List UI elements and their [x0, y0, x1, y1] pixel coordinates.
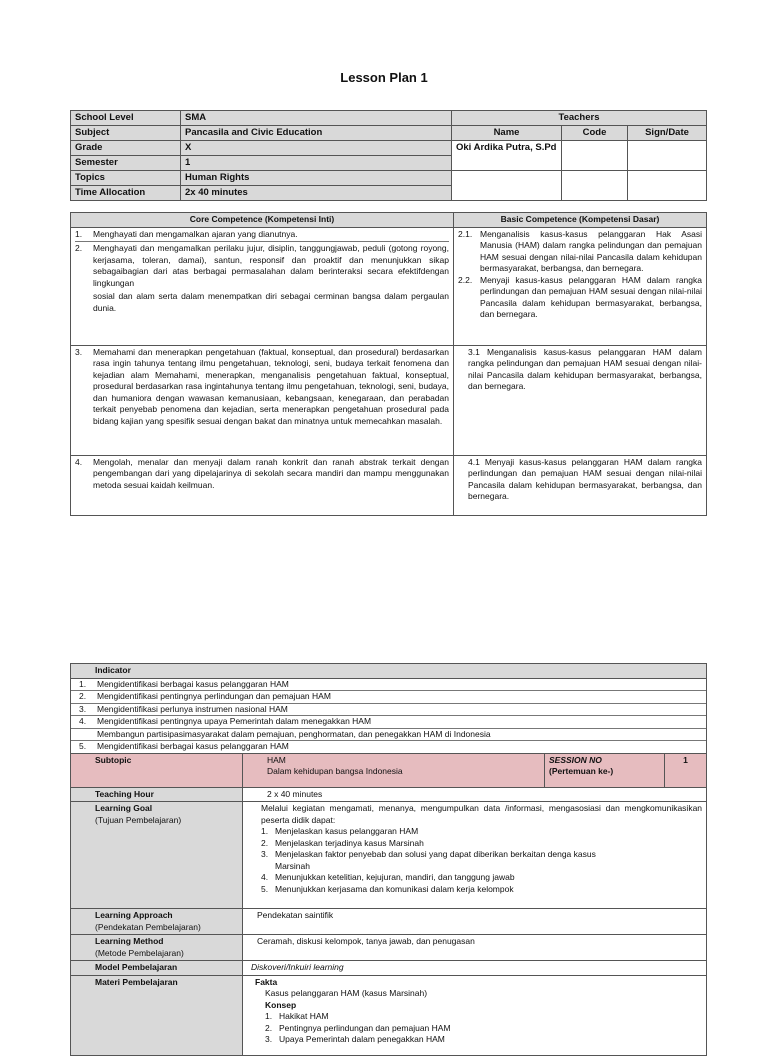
- grade-label: Grade: [71, 141, 181, 156]
- basic-competence-2: [454, 227, 707, 345]
- semester-label: Semester: [71, 156, 181, 171]
- konsep-item: 3. Upaya Pemerintah dalam penegakkan HAM: [265, 1034, 445, 1044]
- teachers-label: Teachers: [452, 111, 707, 126]
- learning-goal-item: 2. Menjelaskan terjadinya kasus Marsinah: [261, 837, 424, 848]
- core-item: 2. Menghayati dan mengamalkan perilaku jujur, disiplin, tanggungjawab, peduli (gotong royong, kerjasama, toleran, damai), santun, responsif dan proaktif dan menunjukkan sikap sebagaibagian dari atas berbagai permasalahan dalam berinteraksi secara efektifdengan lingkungan: [75, 243, 449, 288]
- learning-goal-item: 4. Menunjukkan ketelitian, kejujuran, mandiri, dan tanggung jawab: [261, 872, 515, 882]
- teacher-code-cell: [562, 141, 628, 171]
- learning-goal-item: 3. Menjelaskan faktor penyebab dan solusi yang dapat diberikan berkaitan denga kasus Marsinah: [261, 849, 596, 871]
- teaching-hour-label: Teaching Hour: [71, 787, 243, 802]
- semester-value: 1: [181, 156, 452, 171]
- core-item: 3. Memahami dan menerapkan pengetahuan (faktual, konseptual, dan prosedural) berdasarkan rasa ingin tahunya tentang ilmu pengetahuan, teknologi, seni, budaya terkait fenomena dan kejadian alam Memahami, menerapkan, menganalisis pengetahuan faktual, konseptual, prosedural berdasarkan rasa ingintahunya tentang ilmu pengetahuan, teknologi, seni, budaya, dan humaniora dengan wawasan kemanusiaan, kebangsaan, kenegaraan, dan perabadan terkait penyebab penomena dan kejadian, serta menerapkan pengetahuan prosedural pada bidang kajian yang spesifik sesuai dengan bakat dan minatnya untuk memecahkan masalah.: [75, 346, 449, 426]
- core-item-continuation: sosial dan alam serta dalam menempatkan diri sebagai cerminan bangsa dalam pergaulan dunia.: [93, 291, 449, 313]
- basic-item: 2.2. Menyaji kasus-kasus pelanggaran HAM dalam rangka perlindungan dan pemajuan HAM sesuai dengan nilai-nilai Pancasila dalam kehidupan bermasyarakat, berbangsa, dan bernegara.: [458, 274, 702, 319]
- blank-sign-cell: [628, 171, 707, 201]
- session-label: SESSION NO (Pertemuan ke-): [545, 753, 665, 787]
- school-level-label: School Level: [71, 111, 181, 126]
- indicator-item: 3. Mengidentifikasi perlunya instrumen nasional HAM: [71, 704, 706, 717]
- basic-competence-3: 3.1 Menganalisis kasus-kasus pelanggaran HAM dalam rangka pelindungan dan pemajuan HAM sesuai dengan nilai-nilai Pancasila dalam kehidupan bermasyarakat, berbangsa, dan bernegara.: [454, 345, 707, 455]
- page-title: Lesson Plan 1: [340, 70, 428, 85]
- teacher-sign-cell: [628, 141, 707, 171]
- blank-name-cell: [452, 171, 562, 201]
- konsep-item: 2. Pentingnya perlindungan dan pemajuan HAM: [265, 1022, 451, 1033]
- materi-value: Fakta Kasus pelanggaran HAM (kasus Marsinah) Konsep 1. Hakikat HAM 2. Pentingnya perlindungan dan pemajuan HAM 3. Upaya Pemerintah dalam penegakkan HAM: [243, 975, 707, 1055]
- sign-label: Sign/Date: [628, 126, 707, 141]
- subject-label: Subject: [71, 126, 181, 141]
- indicator-item: 1. Mengidentifikasi berbagai kasus pelanggaran HAM: [71, 679, 706, 692]
- teaching-hour-value: 2 x 40 minutes: [243, 787, 707, 802]
- indicator-list: [71, 678, 707, 753]
- subtopic-value: HAM Dalam kehidupan bangsa Indonesia: [243, 753, 545, 787]
- teacher-name: Oki Ardika Putra, S.Pd: [452, 141, 562, 171]
- learning-method-label: Learning Method (Metode Pembelajaran): [71, 935, 243, 961]
- indicator-table: [70, 663, 707, 1056]
- blank-code-cell: [562, 171, 628, 201]
- topics-label: Topics: [71, 171, 181, 186]
- core-competence-1-2: [71, 227, 454, 345]
- learning-goal-item: 1. Menjelaskan kasus pelanggaran HAM: [261, 826, 419, 836]
- indicator-header: Indicator: [71, 664, 707, 679]
- learning-method-value: Ceramah, diskusi kelompok, tanya jawab, dan penugasan: [243, 935, 707, 961]
- learning-approach-value: Pendekatan saintifik: [243, 909, 707, 935]
- model-value: Diskoveri/Inkuiri learning: [243, 961, 707, 976]
- session-value: 1: [665, 753, 707, 787]
- core-competence-4: [71, 455, 454, 515]
- core-item: 4. Mengolah, menalar dan menyaji dalam ranah konkrit dan ranah abstrak terkait dengan pengembangan dari yang dipelajarinya di sekolah secara mandiri dan mampu menggunakan metoda sesuai kaidah keilmuan.: [75, 456, 449, 490]
- basic-competence-header: Basic Competence (Kompetensi Dasar): [454, 213, 707, 228]
- learning-approach-label: Learning Approach (Pendekatan Pembelajaran): [71, 909, 243, 935]
- subject-value: Pancasila and Civic Education: [181, 126, 452, 141]
- learning-goal-item: 5. Menunjukkan kerjasama dan komunikasi dalam kerja kelompok: [261, 883, 514, 894]
- time-allocation-value: 2x 40 minutes: [181, 186, 452, 201]
- time-allocation-label: Time Allocation: [71, 186, 181, 201]
- indicator-item: 5. Mengidentifikasi berbagai kasus pelanggaran HAM: [79, 741, 289, 751]
- indicator-item: Membangun partisipasimasyarakat dalam pemajuan, penghormatan, dan penegakkan HAM di Indonesia: [71, 729, 706, 742]
- indicator-item: 2. Mengidentifikasi pentingnya perlindungan dan pemajuan HAM: [71, 691, 706, 704]
- core-competence-3: [71, 345, 454, 455]
- core-item: 1. Menghayati dan mengamalkan ajaran yang dianutnya.: [75, 229, 449, 243]
- indicator-item: 4. Mengidentifikasi pentingnya upaya Pemerintah dalam menegakkan HAM: [71, 716, 706, 729]
- name-label: Name: [452, 126, 562, 141]
- basic-competence-4: 4.1 Menyaji kasus-kasus pelanggaran HAM dalam rangka perlindungan dan pemajuan HAM sesuai dengan nilai-nilai Pancasila dalam kehidupan bermasyarakat, berbangsa, dan bernegara.: [454, 455, 707, 515]
- topics-value: Human Rights: [181, 171, 452, 186]
- code-label: Code: [562, 126, 628, 141]
- competence-table: [70, 212, 707, 516]
- grade-value: X: [181, 141, 452, 156]
- konsep-item: 1. Hakikat HAM: [265, 1011, 329, 1021]
- school-level-value: SMA: [181, 111, 452, 126]
- core-competence-header: Core Competence (Kompetensi Inti): [71, 213, 454, 228]
- materi-label: Materi Pembelajaran: [71, 975, 243, 1055]
- header-table: [70, 110, 707, 201]
- learning-goal-label: Learning Goal (Tujuan Pembelajaran): [71, 802, 243, 909]
- basic-item: 2.1. Menganalisis kasus-kasus pelanggaran Hak Asasi Manusia (HAM) dalam rangka pelindungan dan pemajuan HAM sesuai dengan nilai-nilai Pancasila dalam kehidupan bermasyarakat, berbangsa, dan bernegara.: [458, 228, 702, 273]
- model-label: Model Pembelajaran: [71, 961, 243, 976]
- learning-goal-value: Melalui kegiatan mengamati, menanya, mengumpulkan data /informasi, mengasosiasi dan mengkomunikasikan peserta didik dapat: 1. Menjelaskan kasus pelanggaran HAM 2. Menjelaskan terjadinya kasus Marsinah 3. Menjelaskan faktor penyebab dan solusi yang dapat diberikan berkaitan denga kasus Marsinah 4. Menunjukkan ketelitian, kejujuran, mandiri, dan tanggung jawab 5. Menunjukkan kerjasama dan komunikasi dalam kerja kelompok: [243, 802, 707, 909]
- subtopic-label: Subtopic: [71, 753, 243, 787]
